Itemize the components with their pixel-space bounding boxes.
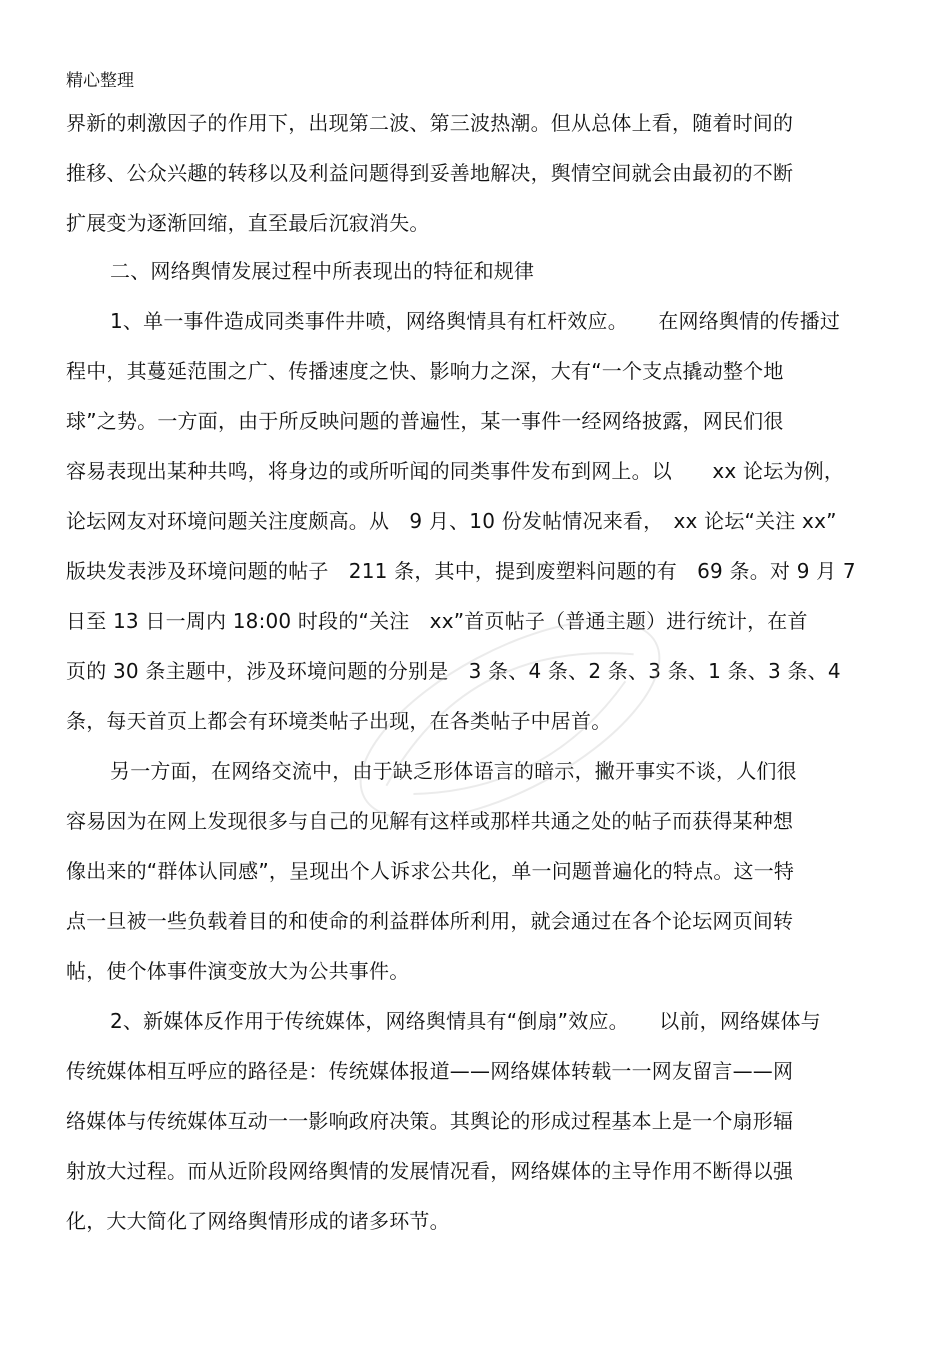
text-line: 络媒体与传统媒体互动一一影响政府决策。其舆论的形成过程基本上是一个扇形辐	[66, 1109, 794, 1133]
text-line: 论坛网友对环境问题关注度颇高。从 9 月、10 份发帖情况来看， xx 论坛“关注 xx”	[66, 509, 837, 533]
text-line: 容易因为在网上发现很多与自己的见解有这样或那样共通之处的帖子而获得某种想	[66, 809, 794, 833]
text-line: 另一方面，在网络交流中，由于缺乏形体语言的暗示，撇开事实不谈，人们很	[110, 759, 797, 783]
text-line: 射放大过程。而从近阶段网络舆情的发展情况看，网络媒体的主导作用不断得以强	[66, 1159, 794, 1183]
text-line: 像出来的“群体认同感”，呈现出个人诉求公共化，单一问题普遍化的特点。这一特	[66, 859, 795, 883]
text-line: 扩展变为逐渐回缩，直至最后沉寂消失。	[66, 211, 430, 235]
text-line: 1、单一事件造成同类事件井喷，网络舆情具有杠杆效应。 在网络舆情的传播过	[110, 309, 841, 333]
text-line: 点一旦被一些负载着目的和使命的利益群体所利用，就会通过在各个论坛网页间转	[66, 909, 794, 933]
text-line: 条，每天首页上都会有环境类帖子出现，在各类帖子中居首。	[66, 709, 612, 733]
text-line: 程中，其蔓延范围之广、传播速度之快、影响力之深，大有“一个支点撬动整个地	[66, 359, 784, 383]
text-line: 帖，使个体事件演变放大为公共事件。	[66, 959, 410, 983]
text-line: 推移、公众兴趣的转移以及利益问题得到妥善地解决，舆情空间就会由最初的不断	[66, 161, 794, 185]
text-line: 版块发表涉及环境问题的帖子 211 条，其中，提到废塑料问题的有 69 条。对 9 月 7	[66, 559, 856, 583]
text-line: 日至 13 日一周内 18:00 时段的“关注 xx”首页帖子（普通主题）进行统计，在首	[66, 609, 808, 633]
section-heading: 二、网络舆情发展过程中所表现出的特征和规律	[110, 259, 535, 283]
text-line: 传统媒体相互呼应的路径是：传统媒体报道——网络媒体转载一一网友留言——网	[66, 1059, 794, 1083]
text-line: 页的 30 条主题中，涉及环境问题的分别是 3 条、4 条、2 条、3 条、1 条、3 条、4	[66, 659, 841, 683]
text-line: 化，大大简化了网络舆情形成的诸多环节。	[66, 1209, 450, 1233]
text-line: 球”之势。一方面，由于所反映问题的普遍性，某一事件一经网络披露，网民们很	[66, 409, 784, 433]
text-line: 2、新媒体反作用于传统媒体，网络舆情具有“倒扇”效应。 以前，网络媒体与	[110, 1009, 821, 1033]
page-header: 精心整理	[66, 71, 134, 91]
text-line: 容易表现出某种共鸣，将身边的或所听闻的同类事件发布到网上。以 xx 论坛为例，	[66, 459, 845, 483]
text-line: 界新的刺激因子的作用下，出现第二波、第三波热潮。但从总体上看，随着时间的	[66, 111, 794, 135]
